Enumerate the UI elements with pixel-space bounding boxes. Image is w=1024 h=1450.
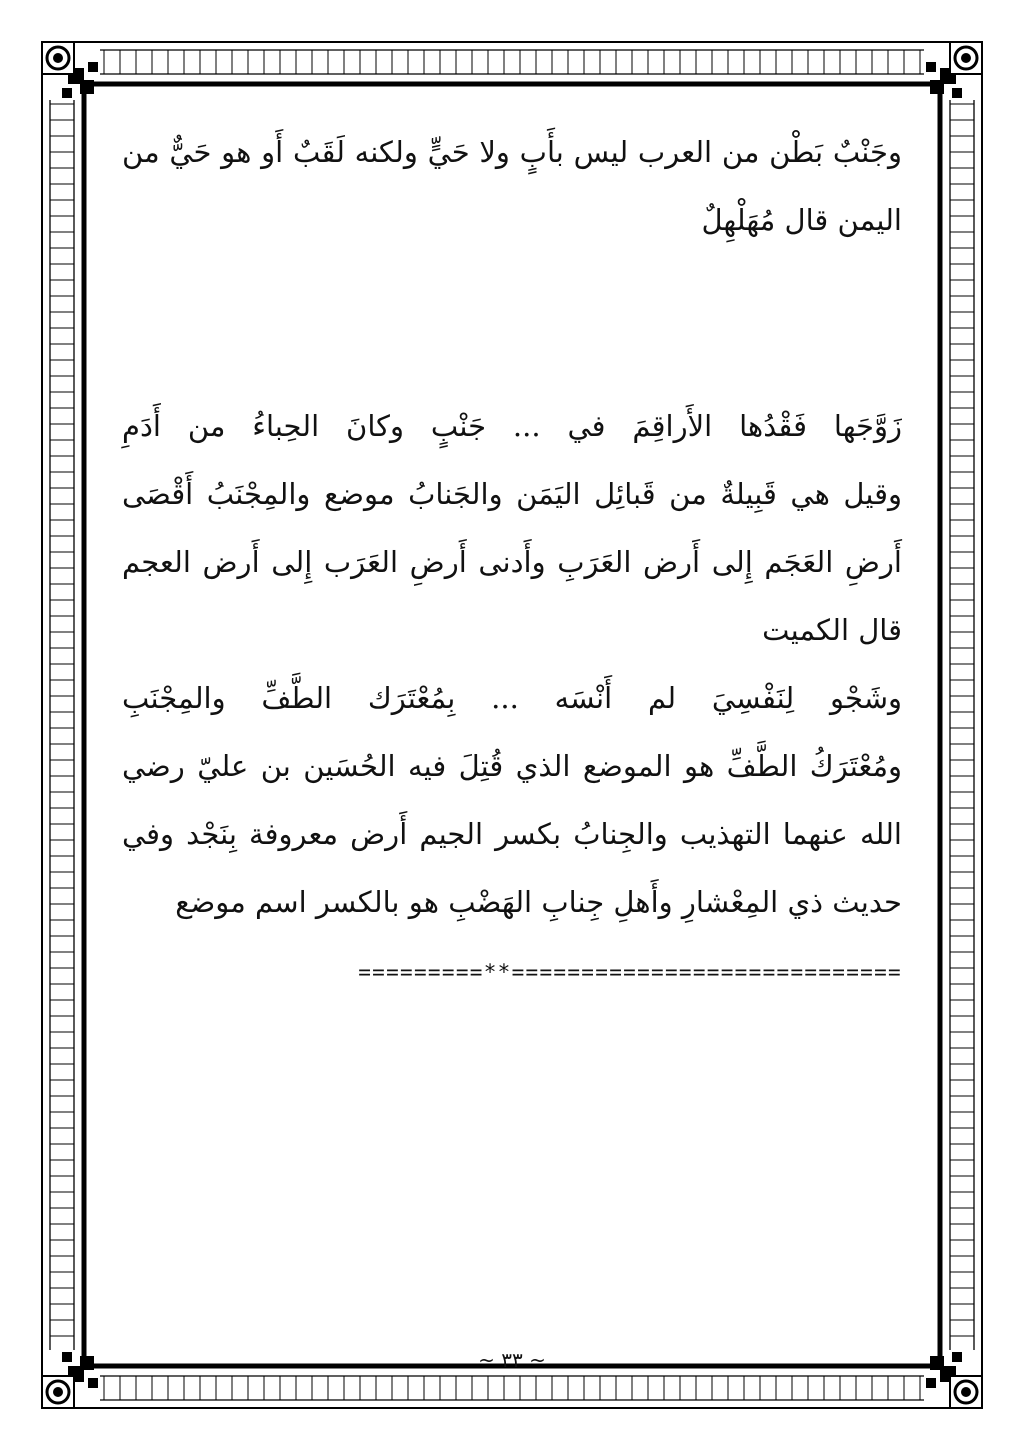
- section-divider: =========**============================: [358, 960, 902, 984]
- main-text: [122, 118, 902, 992]
- paragraph-2: وقيل هي قَبِيلةٌ من قَبائِل اليَمَن والجَنابُ موضع والمِجْنَبُ أَقْصَى أَرضِ العَجَم إِلى أَرض العَرَبِ وأَدنى أَرضِ العَرَب إِلى أَرض العجم قال الكميت: [122, 477, 902, 647]
- paragraph-1: وجَنْبٌ بَطْن من العرب ليس بأَبٍ ولا حَيٍّ ولكنه لَقَبٌ أَو هو حَيٌّ من اليمن قال مُهَلْهِلٌ: [122, 135, 902, 237]
- page-number: ~ ٣٣ ~: [478, 1348, 546, 1372]
- verse-1: زَوَّجَها فَقْدُها الأَراقِمَ في ... جَنْبٍ وكانَ الحِباءُ من أَدَمِ: [122, 409, 902, 443]
- verse-2: وشَجْو لِنَفْسِيَ لم أَنْسَه ... بِمُعْتَرَك الطَّفِّ والمِجْنَبِ: [122, 681, 902, 715]
- paragraph-3: ومُعْتَرَكُ الطَّفِّ هو الموضع الذي قُتِلَ فيه الحُسَين بن عليّ رضي الله عنهما التهذيب والجِنابُ بكسر الجيم أَرض معروفة بِنَجْد وفي حديث ذي المِعْشارِ وأَهلِ جِنابِ الهَضْبِ هو بالكسر اسم موضع: [122, 749, 902, 919]
